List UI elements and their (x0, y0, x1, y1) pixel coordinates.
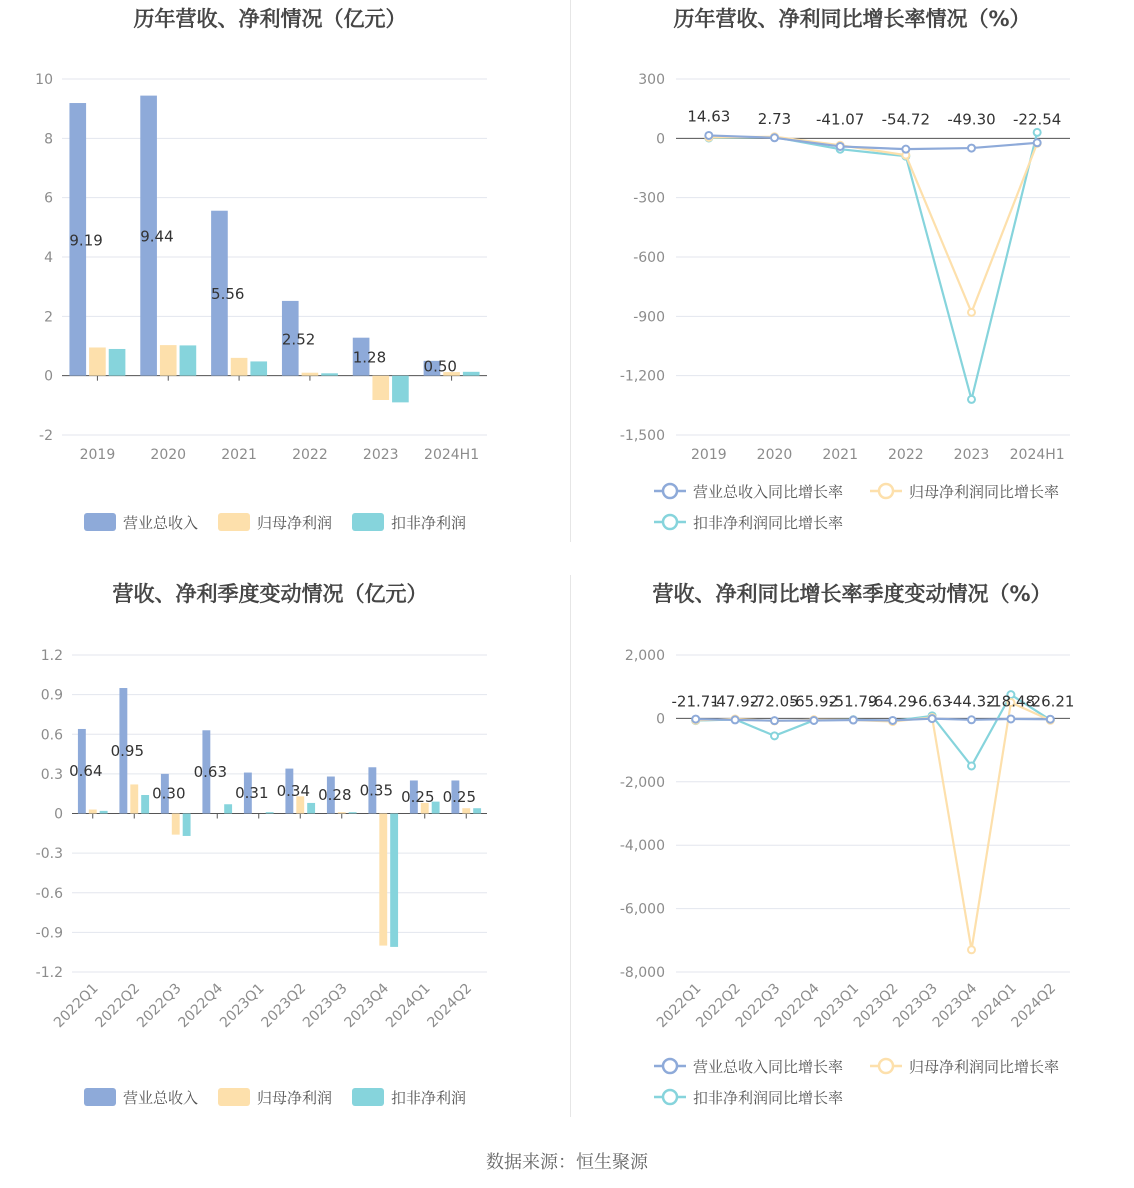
legend-marker (663, 1090, 677, 1104)
y-tick-label: -0.6 (35, 885, 63, 902)
y-tick-label: 0 (44, 368, 53, 385)
y-tick-label: -1,200 (619, 368, 665, 385)
series-point (889, 717, 896, 724)
series-point (1034, 139, 1041, 146)
bar (89, 810, 97, 814)
bar (463, 372, 480, 376)
data-source-note: 数据来源：恒生聚源 (486, 1152, 648, 1173)
bar-data-label: 0.64 (69, 762, 103, 781)
legend-label: 营业总收入同比增长率 (693, 483, 844, 501)
y-tick-label: -6,000 (619, 901, 665, 918)
bar-data-label: 9.19 (69, 231, 103, 250)
x-tick-label: 2024Q2 (1008, 980, 1060, 1032)
bar-data-label: 0.30 (152, 784, 186, 803)
legend-label: 营业总收入 (123, 1089, 199, 1107)
x-tick-label: 2022Q4 (175, 980, 227, 1032)
chart-title: 营收、净利同比增长率季度变动情况（%） (652, 582, 1052, 606)
bar (390, 814, 398, 947)
legend-label: 扣非净利润 (391, 1089, 467, 1107)
x-tick-label: 2023 (362, 447, 399, 463)
y-tick-label: -8,000 (619, 965, 665, 981)
bar (180, 345, 197, 375)
legend-label: 归母净利润同比增长率 (909, 1058, 1060, 1076)
legend-swatch (84, 513, 116, 531)
bar (307, 803, 315, 814)
y-tick-label: -1.2 (35, 965, 63, 981)
y-tick-label: 0 (54, 806, 63, 823)
x-tick-label: 2022 (292, 447, 328, 463)
bar (224, 804, 232, 813)
series-point (968, 309, 975, 316)
y-tick-label: -4,000 (619, 838, 665, 855)
x-tick-label: 2024Q1 (382, 980, 434, 1032)
y-tick-label: -600 (633, 250, 665, 266)
bar (160, 345, 177, 376)
y-tick-label: 1.2 (40, 648, 63, 664)
y-tick-label: 0.3 (40, 766, 63, 783)
line-data-label: -47.92 (710, 692, 760, 711)
x-tick-label: 2022Q3 (732, 980, 784, 1032)
x-tick-label: 2023Q4 (341, 980, 393, 1032)
bar-data-label: 5.56 (211, 285, 245, 304)
bar (473, 808, 481, 813)
series-line (696, 703, 1051, 950)
bar (130, 784, 138, 813)
legend-label: 归母净利润 (257, 1089, 333, 1107)
x-tick-label: 2021 (822, 447, 858, 463)
bar (141, 795, 149, 813)
bar (109, 349, 126, 376)
line-data-label: 2.73 (757, 109, 792, 128)
series-point (968, 396, 975, 403)
x-tick-label: 2022Q4 (772, 980, 823, 1032)
annual-growth-rate-line-chart (570, 0, 1134, 545)
x-tick-label: 2023Q4 (929, 980, 981, 1032)
series-point (732, 716, 739, 723)
line-data-label: -49.30 (947, 110, 996, 129)
y-tick-label: -0.9 (35, 925, 63, 942)
y-tick-label: 300 (638, 72, 665, 88)
series-line (709, 132, 1037, 399)
x-tick-label: 2020 (150, 447, 187, 463)
x-tick-label: 2023Q3 (299, 980, 351, 1032)
bar (89, 347, 106, 375)
bar-data-label: 0.31 (235, 784, 269, 803)
series-point (850, 717, 857, 724)
y-tick-label: -1,500 (619, 428, 665, 444)
bar (302, 373, 319, 376)
y-tick-label: 4 (44, 250, 53, 266)
bar (392, 376, 409, 403)
y-tick-label: -2,000 (619, 774, 665, 791)
y-tick-label: -2 (39, 428, 53, 444)
line-data-label: 14.63 (687, 107, 731, 126)
line-data-label: -64.29 (868, 692, 917, 711)
bar (231, 358, 248, 376)
x-tick-label: 2023Q3 (890, 980, 941, 1032)
bar-data-label: 2.52 (281, 330, 316, 349)
y-tick-label: 0 (656, 131, 665, 148)
legend-swatch (352, 513, 384, 531)
legend-label: 营业总收入 (123, 514, 199, 532)
x-tick-label: 2022Q3 (133, 980, 185, 1032)
y-tick-label: -0.3 (35, 846, 63, 863)
x-tick-label: 2022Q2 (92, 980, 144, 1032)
x-tick-label: 2023Q2 (850, 980, 902, 1032)
bar (372, 376, 389, 400)
line-data-label: -6.63 (912, 692, 952, 711)
x-tick-label: 2023 (953, 447, 990, 463)
legend-label: 归母净利润 (257, 514, 333, 532)
legend-label: 扣非净利润 (391, 514, 467, 532)
bar-data-label: 0.63 (193, 762, 228, 781)
series-point (837, 143, 844, 150)
legend-label: 扣非净利润同比增长率 (693, 1089, 844, 1107)
line-data-label: -44.32 (947, 692, 996, 711)
x-tick-label: 2024Q2 (424, 980, 476, 1032)
x-tick-label: 2023Q1 (811, 980, 863, 1032)
x-tick-label: 2023Q1 (216, 980, 268, 1032)
bar (349, 812, 357, 813)
x-tick-label: 2019 (79, 447, 116, 463)
legend-marker (663, 484, 677, 498)
bar (266, 812, 274, 813)
legend-label: 归母净利润同比增长率 (909, 483, 1060, 501)
series-point (1047, 716, 1054, 723)
y-tick-label: 2 (44, 309, 53, 326)
series-point (968, 946, 975, 953)
line-data-label: -26.21 (1026, 692, 1075, 711)
legend-swatch (84, 1088, 116, 1106)
legend-swatch (218, 1088, 250, 1106)
legend-marker (879, 484, 893, 498)
x-tick-label: 2021 (221, 447, 257, 463)
y-tick-label: -900 (633, 309, 665, 326)
series-point (968, 145, 975, 152)
series-point (1007, 715, 1014, 722)
y-tick-label: 2,000 (624, 648, 665, 664)
bar (379, 814, 387, 946)
y-tick-label: 0.9 (40, 687, 63, 704)
legend-swatch (352, 1088, 384, 1106)
quarterly-growth-rate-line-chart (570, 575, 1134, 1135)
series-point (705, 132, 712, 139)
bar-data-label: 1.28 (352, 348, 387, 367)
bar-data-label: 0.25 (442, 787, 477, 806)
series-point (771, 717, 778, 724)
x-tick-label: 2023Q2 (258, 980, 310, 1032)
series-point (771, 732, 778, 739)
x-tick-label: 2020 (756, 447, 793, 463)
bar-data-label: 0.34 (276, 782, 311, 801)
line-data-label: -18.48 (986, 692, 1036, 711)
quarterly-revenue-profit-bar-chart (0, 575, 570, 1135)
chart-title: 历年营收、净利同比增长率情况（%） (673, 7, 1031, 31)
line-data-label: -65.92 (789, 692, 839, 711)
series-point (929, 715, 936, 722)
line-data-label: -41.07 (815, 110, 865, 129)
bar-data-label: 9.44 (140, 227, 174, 246)
x-tick-label: 2022 (888, 447, 924, 463)
y-tick-label: 0.6 (40, 727, 63, 744)
line-data-label: -21.71 (671, 692, 720, 711)
legend-marker (663, 515, 677, 529)
series-point (968, 762, 975, 769)
bar (250, 361, 267, 375)
legend-swatch (218, 513, 250, 531)
series-point (771, 134, 778, 141)
series-line (709, 137, 1037, 313)
x-tick-label: 2024Q1 (969, 980, 1020, 1032)
legend-marker (663, 1059, 677, 1073)
y-tick-label: 10 (35, 72, 53, 88)
series-point (810, 717, 817, 724)
y-tick-label: -300 (633, 190, 665, 207)
bar-data-label: 0.50 (423, 357, 457, 376)
bar-data-label: 0.28 (318, 786, 352, 805)
bar-data-label: 0.25 (401, 787, 435, 806)
legend-label: 扣非净利润同比增长率 (693, 514, 844, 532)
series-point (902, 146, 909, 153)
series-point (968, 716, 975, 723)
bar (172, 814, 180, 835)
y-tick-label: 6 (44, 190, 53, 207)
x-tick-label: 2019 (691, 447, 727, 463)
series-point (1034, 129, 1041, 136)
line-data-label: -54.72 (881, 110, 931, 129)
annual-revenue-profit-bar-chart (0, 0, 570, 545)
legend-marker (879, 1059, 893, 1073)
bar (462, 808, 470, 813)
chart-title: 历年营收、净利情况（亿元） (133, 7, 407, 31)
bar (100, 811, 108, 814)
x-tick-label: 2022Q1 (50, 980, 102, 1032)
chart-title: 营收、净利季度变动情况（亿元） (112, 582, 428, 606)
x-tick-label: 2024H1 (424, 447, 480, 463)
series-point (692, 716, 699, 723)
series-line (709, 135, 1037, 149)
x-tick-label: 2022Q1 (653, 980, 705, 1032)
bar (321, 373, 338, 375)
line-data-label: -72.05 (750, 692, 799, 711)
line-data-label: -22.54 (1012, 110, 1062, 129)
y-tick-label: 8 (44, 131, 53, 148)
x-tick-label: 2024H1 (1009, 447, 1065, 463)
bar-data-label: 0.35 (359, 781, 394, 800)
x-tick-label: 2022Q2 (693, 980, 744, 1032)
bar-data-label: 0.95 (110, 741, 145, 760)
bar (183, 814, 191, 836)
legend-label: 营业总收入同比增长率 (693, 1058, 844, 1076)
bar (338, 812, 346, 813)
line-data-label: -51.79 (829, 692, 878, 711)
y-tick-label: 0 (656, 711, 665, 728)
